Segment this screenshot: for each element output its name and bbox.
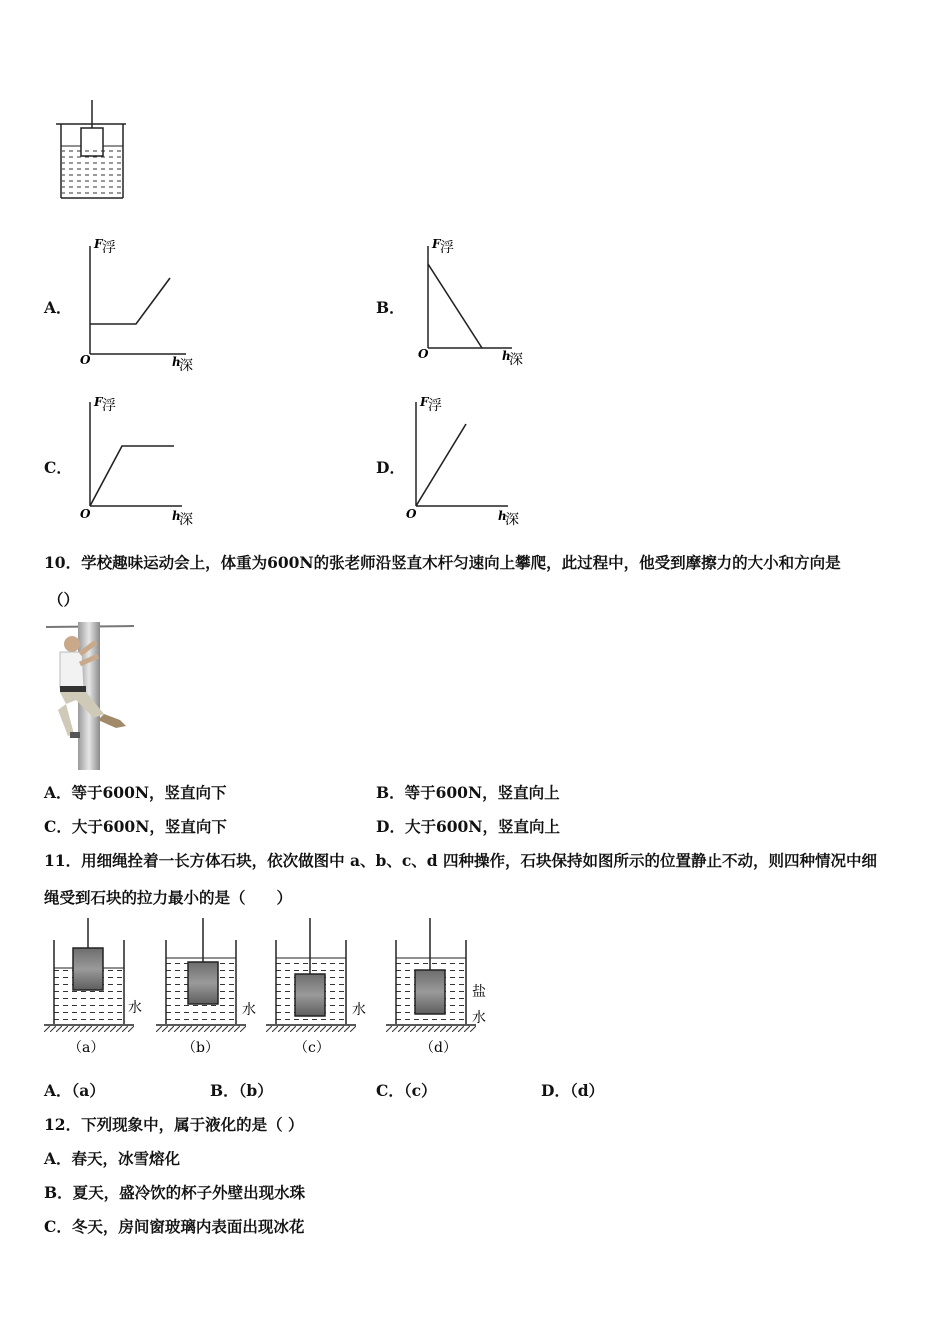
svg-text:h: h — [498, 509, 507, 523]
svg-text:盐: 盐 — [472, 984, 486, 1000]
q10-option-d: D．大于600N，竖直向上 — [376, 817, 560, 836]
pole-climber-image — [46, 622, 138, 770]
q12-stem: 12．下列现象中，属于液化的是（ ） — [44, 1115, 304, 1134]
svg-text:浮: 浮 — [102, 398, 116, 414]
svg-text:O: O — [418, 347, 429, 361]
q9-graph-a — [78, 238, 198, 374]
svg-text:h: h — [172, 509, 181, 523]
x-axis-label: h — [172, 355, 181, 369]
svg-text:O: O — [80, 507, 91, 521]
q11-option-b: B．（b） — [210, 1081, 273, 1100]
y-axis-label: F — [94, 237, 103, 251]
svg-text:深: 深 — [179, 358, 193, 374]
q11-option-a: A．（a） — [44, 1081, 105, 1100]
svg-text:浮: 浮 — [428, 398, 442, 414]
q9-option-b-letter: B． — [376, 298, 405, 317]
q10-stem-line1: 10．学校趣味运动会上，体重为600N的张老师沿竖直木杆匀速向上攀爬，此过程中，他受到摩擦力的大小和方向是 — [44, 553, 841, 572]
svg-text:水: 水 — [472, 1010, 486, 1026]
svg-text:深: 深 — [179, 512, 193, 528]
svg-text:h: h — [502, 349, 511, 363]
q10-option-c: C．大于600N，竖直向下 — [44, 817, 227, 836]
svg-text:浮: 浮 — [440, 240, 454, 256]
svg-text:O: O — [406, 507, 417, 521]
q11-option-c: C．（c） — [376, 1081, 437, 1100]
q12-option-a: A．春天，冰雪熔化 — [44, 1149, 181, 1168]
svg-text:（d）: （d） — [420, 1040, 457, 1056]
figure-d — [386, 918, 486, 1056]
q9-option-d-letter: D． — [376, 458, 405, 477]
q9-option-a-letter: A． — [44, 298, 72, 317]
svg-text:F: F — [94, 395, 103, 409]
q11-stem-line1: 11．用细绳拴着一长方体石块，依次做图中 a、b、c、d 四种操作，石块保持如图所示的位置静止不动，则四种情况中细 — [44, 851, 878, 870]
figure-b — [156, 918, 256, 1056]
figure-a — [44, 918, 142, 1056]
beaker-figure — [52, 100, 132, 202]
svg-text:水: 水 — [128, 1000, 142, 1016]
q10-option-a: A．等于600N，竖直向下 — [44, 783, 227, 802]
svg-text:F: F — [432, 237, 441, 251]
q12-option-b: B．夏天，盛冷饮的杯子外壁出现水珠 — [44, 1183, 306, 1202]
q11-option-d: D．（d） — [541, 1081, 605, 1100]
svg-text:水: 水 — [352, 1002, 366, 1018]
svg-text:浮: 浮 — [102, 240, 116, 256]
figure-c — [266, 918, 366, 1056]
q9-graph-c — [78, 396, 198, 530]
q9-graph-b — [416, 238, 536, 374]
svg-text:（b）: （b） — [182, 1040, 219, 1056]
svg-text:水: 水 — [242, 1002, 256, 1018]
q11-stem-line2: 绳受到石块的拉力最小的是（ ） — [44, 888, 293, 907]
q10-option-b: B．等于600N，竖直向上 — [376, 783, 560, 802]
q9-option-c-letter: C． — [44, 458, 72, 477]
origin-label: O — [80, 353, 91, 367]
q12-option-c: C．冬天，房间窗玻璃内表面出现冰花 — [44, 1217, 305, 1236]
svg-text:（a）: （a） — [68, 1040, 105, 1056]
svg-text:F: F — [420, 395, 429, 409]
q9-graph-d — [404, 396, 524, 530]
q11-figures — [44, 918, 504, 1064]
svg-text:深: 深 — [505, 512, 519, 528]
svg-text:深: 深 — [509, 352, 523, 368]
svg-text:（c）: （c） — [294, 1040, 330, 1056]
q10-stem-line2: （） — [48, 590, 80, 609]
